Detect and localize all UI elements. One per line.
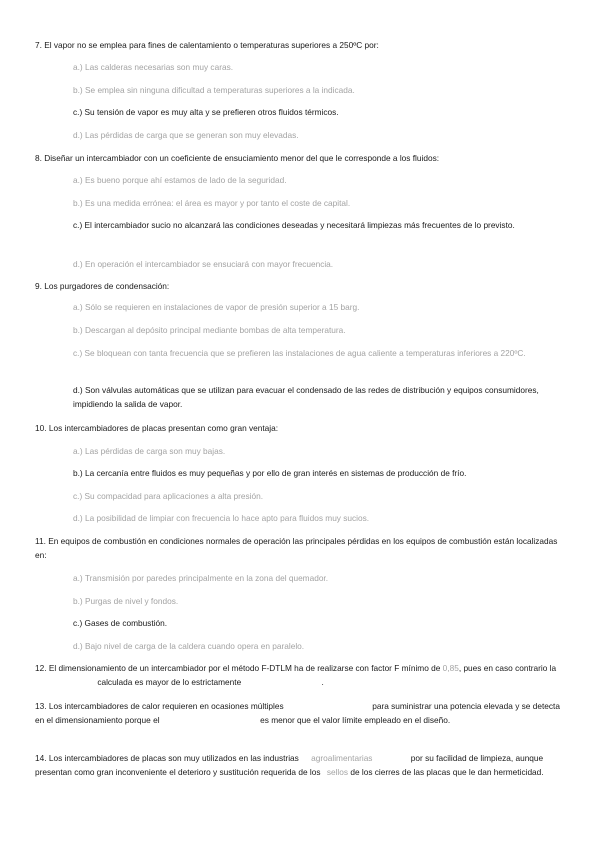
q12-text-1: 12. El dimensionamiento de un intercambiador por el método F-DTLM ha de realizarse con factor F mínimo de: [35, 663, 441, 673]
q12-text-2: , pues en caso contrario la: [458, 663, 557, 673]
q14-text-3: de los cierres de las placas que le dan hermeticidad.: [350, 767, 544, 777]
question-8: 8. Diseñar un intercambiador con un coeficiente de ensuciamiento menor del que le corresponde a los fluidos:: [35, 153, 440, 163]
q8-option-a: a.) Es bueno porque ahí estamos de lado de la seguridad.: [73, 175, 287, 185]
q14-answer-1: agroalimentarias: [311, 753, 373, 763]
q10-option-c: c.) Su compacidad para aplicaciones a alta presión.: [73, 491, 264, 501]
question-10: 10. Los intercambiadores de placas presentan como gran ventaja:: [35, 423, 279, 433]
q12-text-4: .: [321, 677, 324, 687]
question-12: [35, 661, 567, 689]
question-7: 7. El vapor no se emplea para fines de calentamiento o temperaturas superiores a 250ºC por:: [35, 40, 379, 50]
q11-option-c: c.) Gases de combustión.: [73, 618, 168, 628]
q9-option-d: d.) Son válvulas automáticas que se utilizan para evacuar el condensado de las redes de distribución y equipos consumidores, impidiendo la salida de vapor.: [73, 385, 539, 409]
q14-text-1: 14. Los intercambiadores de placas son muy utilizados en las industrias: [35, 753, 299, 763]
q10-option-d: d.) La posibilidad de limpiar con frecuencia lo hace apto para fluidos muy sucios.: [73, 513, 370, 523]
question-14: [35, 751, 567, 779]
q9-option-c: c.) Se bloquean con tanta frecuencia que se prefieren las instalaciones de agua caliente a temperaturas inferiores a 220ºC.: [73, 348, 526, 358]
q12-text-3: calculada es mayor de lo estrictamente: [97, 677, 242, 687]
q10-option-b: b.) La cercanía entre fluidos es muy pequeñas y por ello de gran interés en sistemas de producción de frío.: [73, 468, 467, 478]
question-13: [35, 699, 567, 727]
q13-text-2: para suministrar una potencia elevada y se detecta en el dimensionamiento porque el: [35, 701, 560, 725]
q7-option-c: c.) Su tensión de vapor es muy alta y se prefieren otros fluidos térmicos.: [73, 107, 339, 117]
q13-text-3: es menor que el valor límite empleado en el diseño.: [260, 715, 451, 725]
q9-option-a: a.) Sólo se requieren en instalaciones de vapor de presión superior a 15 barg.: [73, 302, 360, 312]
q8-option-c: c.) El intercambiador sucio no alcanzará las condiciones deseadas y necesitará limpiezas más frecuentes de lo previsto.: [73, 220, 515, 230]
q13-text-1: 13. Los intercambiadores de calor requieren en ocasiones múltiples: [35, 701, 284, 711]
q11-option-b: b.) Purgas de nivel y fondos.: [73, 596, 179, 606]
question-9: 9. Los purgadores de condensación:: [35, 281, 170, 291]
q14-text-2: por su facilidad de limpieza, aunque presentan como gran inconveniente el deterioro y sustitución requerida de los: [35, 753, 544, 777]
q7-option-d: d.) Las pérdidas de carga que se generan son muy elevadas.: [73, 130, 299, 140]
question-11: 11. En equipos de combustión en condiciones normales de operación las principales pérdidas en los equipos de combustión están localizadas en:: [35, 536, 558, 560]
q9-option-b: b.) Descargan al depósito principal mediante bombas de alta temperatura.: [73, 325, 346, 335]
q12-answer-1: 0,85: [442, 663, 459, 673]
q8-option-b: b.) Es una medida errónea: el área es mayor y por tanto el coste de capital.: [73, 198, 351, 208]
q7-option-a: a.) Las calderas necesarias son muy caras.: [73, 62, 234, 72]
q11-option-d: d.) Bajo nivel de carga de la caldera cuando opera en paralelo.: [73, 641, 305, 651]
q11-option-a: a.) Transmisión por paredes principalmente en la zona del quemador.: [73, 573, 329, 583]
q14-answer-2: sellos: [326, 767, 349, 777]
q10-option-a: a.) Las pérdidas de carga son muy bajas.: [73, 446, 226, 456]
q7-option-b: b.) Se emplea sin ninguna dificultad a temperaturas superiores a la indicada.: [73, 85, 355, 95]
q8-option-d: d.) En operación el intercambiador se ensuciará con mayor frecuencia.: [73, 259, 334, 269]
